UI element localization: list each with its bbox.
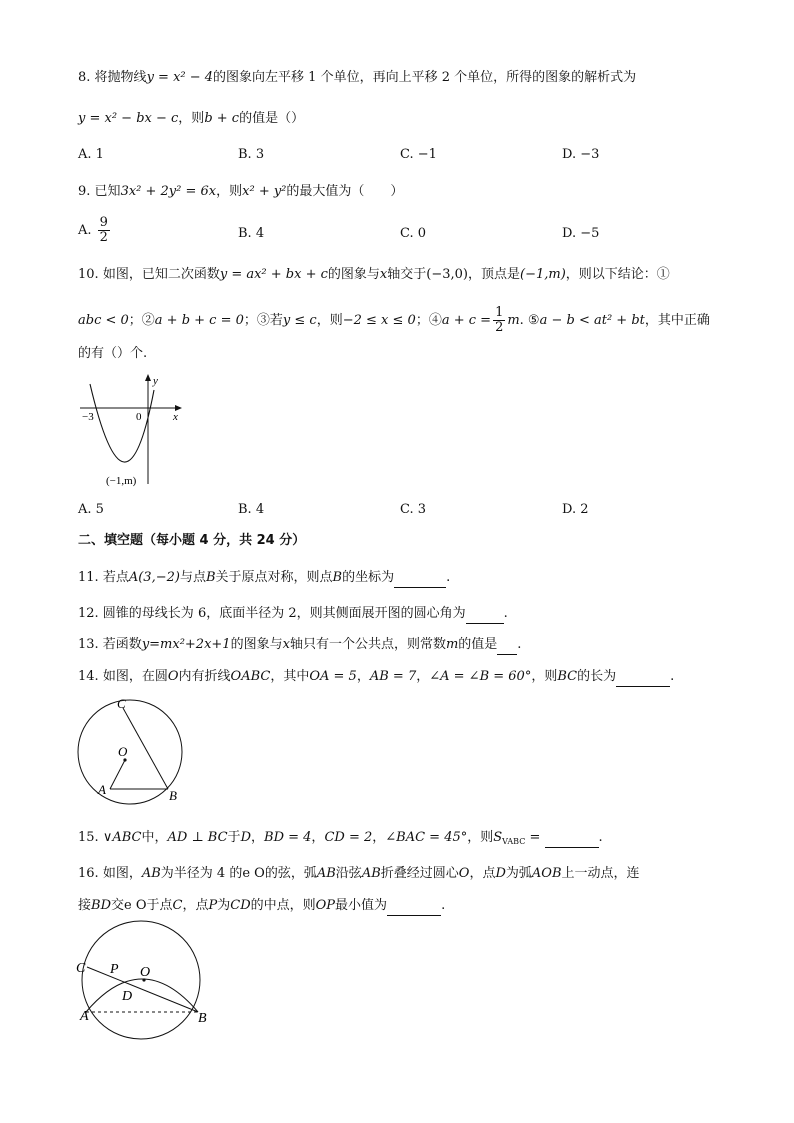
- q10-text: ，则以下结论：①: [565, 267, 670, 282]
- q16-text: 为半径为 4 的: [160, 866, 243, 881]
- q13-text: 13. 若函数: [78, 637, 142, 652]
- q8-option-c: C. −1: [400, 147, 437, 162]
- answer-blank[interactable]: [497, 636, 517, 655]
- q12-text: 12. 圆锥的母线长为 6，底面半径为 2，则其侧面展开图的圆心角为: [78, 606, 466, 621]
- q15-math: BD = 4: [264, 830, 312, 845]
- y-axis-label: y: [153, 375, 158, 387]
- q9-text: 的最大值为（ ）: [286, 184, 404, 199]
- q14-text: 的长为: [577, 669, 617, 684]
- q10-text: ；④: [415, 313, 442, 328]
- q10-math: m: [507, 313, 520, 328]
- fraction-numerator: 1: [495, 305, 504, 320]
- q16-end: .: [441, 898, 446, 913]
- q16-circle-symbol: e O: [124, 898, 147, 913]
- q9-line1: [78, 183, 403, 201]
- q16-circle-symbol: e O: [242, 866, 265, 881]
- q16-text: 为: [217, 898, 231, 913]
- q8-option-b: B. 3: [238, 147, 265, 162]
- q10-option-b: B. 4: [238, 502, 265, 517]
- q10-math: a + b + c = 0: [154, 313, 244, 328]
- q14-end: .: [670, 669, 675, 684]
- q14-text: ，其中: [270, 669, 310, 684]
- q10-point: (−3,0): [426, 267, 468, 282]
- fraction-denominator: 2: [99, 230, 108, 245]
- label-d: D: [122, 989, 133, 1004]
- q16-text: 的弦，弧: [264, 866, 317, 881]
- q16-text: ，点: [469, 866, 496, 881]
- q10-text: ；②: [128, 313, 155, 328]
- x-axis-label: x: [173, 411, 178, 423]
- q13-var: m: [445, 637, 459, 652]
- q16-text: 最小值为: [335, 898, 388, 913]
- q15-text: 中，: [141, 830, 168, 845]
- q8-option-a: A. 1: [78, 147, 104, 162]
- q10-equation: y = ax² + bx + c: [219, 267, 328, 282]
- q14-text: 内有折线: [178, 669, 231, 684]
- label-o: O: [140, 965, 151, 980]
- q15-math: CD = 2: [324, 830, 373, 845]
- q16-text: 的中点，则: [250, 898, 316, 913]
- q11-number: 11.: [78, 570, 99, 585]
- q14-var: O: [167, 669, 179, 684]
- label-b: B: [198, 1011, 207, 1026]
- q14-circle-figure: [74, 694, 186, 810]
- q16-folded-arc-figure: [74, 930, 224, 1030]
- q10-option-a: A. 5: [78, 502, 104, 517]
- q10-math: a − b < at² + bt: [539, 313, 645, 328]
- q11-end: .: [446, 570, 451, 585]
- q13-equation: y=mx²+2x+1: [141, 637, 231, 652]
- q16-var: BD: [91, 898, 111, 913]
- q14-text: ，则: [531, 669, 558, 684]
- q9-equation: 3x² + 2y² = 6x: [120, 184, 217, 199]
- q15-text: ，: [251, 830, 265, 845]
- y-axis-arrow-icon: [145, 374, 151, 381]
- label-c: C: [117, 696, 126, 711]
- q16-var: AB: [141, 866, 161, 881]
- fraction-numerator: 9: [99, 215, 108, 230]
- answer-blank[interactable]: [545, 829, 599, 848]
- q16-text: 如图，: [102, 866, 142, 881]
- q16-text: 于点: [146, 898, 173, 913]
- q14-math: ∠A = ∠B = 60°: [429, 669, 532, 684]
- q10-math: abc < 0: [78, 313, 129, 328]
- q8-text: 的值是（）: [239, 111, 305, 126]
- q9-text: ，则: [216, 184, 243, 199]
- label-a: A: [80, 1009, 89, 1024]
- q16-var: OP: [315, 898, 336, 913]
- q14-text: ，: [356, 669, 370, 684]
- q8-line2: [78, 110, 304, 128]
- q10-line2: [78, 306, 710, 335]
- q16-line1: [78, 865, 640, 883]
- q10-number: 10.: [78, 267, 99, 282]
- q13-line: [78, 636, 521, 655]
- q14-var: BC: [557, 669, 578, 684]
- q15-text: ，则: [467, 830, 494, 845]
- q10-fraction: [493, 306, 505, 335]
- q9-option-b: B. 4: [238, 226, 265, 241]
- q16-text: 沿弦: [335, 866, 362, 881]
- q10-text: 如图，已知二次函数: [102, 267, 220, 282]
- q8-line1: [78, 69, 636, 87]
- q10-parabola-figure: [78, 372, 188, 492]
- q15-triangle: ∨ABC: [102, 830, 142, 845]
- q15-text: 于: [227, 830, 241, 845]
- q16-var: AOB: [531, 866, 562, 881]
- q8-equation: y = x² − bx − c: [78, 111, 179, 126]
- q10-text: . ⑤: [519, 313, 540, 328]
- origin-label: 0: [136, 411, 142, 423]
- q14-text: ，: [416, 669, 430, 684]
- q9-number: 9.: [78, 184, 91, 199]
- q14-number: 14.: [78, 669, 99, 684]
- q10-text: ，则: [316, 313, 343, 328]
- section-title: 二、填空题（每小题 4 分，共 24 分）: [78, 533, 306, 548]
- q10-text: ；③若: [243, 313, 283, 328]
- q16-var: AB: [361, 866, 381, 881]
- neg-three-label: −3: [82, 411, 94, 423]
- answer-blank[interactable]: [616, 668, 670, 687]
- parabola-curve: [90, 384, 154, 462]
- q13-text: 的值是: [458, 637, 498, 652]
- q12-line: [78, 605, 508, 624]
- q16-text: 折叠经过圆心: [380, 866, 459, 881]
- q15-math: AD ⊥ BC: [167, 830, 228, 845]
- q13-text: 轴只有一个公共点，则常数: [289, 637, 446, 652]
- circle-o: [78, 700, 182, 804]
- q15-equals: =: [529, 830, 541, 845]
- label-o: O: [118, 744, 128, 759]
- q16-text: 为弧: [505, 866, 532, 881]
- q14-math: AB = 7: [369, 669, 417, 684]
- q11-point: A(3,−2): [128, 570, 180, 585]
- q16-text: ，点: [182, 898, 209, 913]
- q8-equation: b + c: [204, 111, 240, 126]
- q10-text: 的图象与: [327, 267, 380, 282]
- q15-end: .: [598, 830, 603, 845]
- q14-math: OA = 5: [309, 669, 357, 684]
- q10-math: y ≤ c: [282, 313, 317, 328]
- q10-text: 轴交于: [387, 267, 427, 282]
- answer-blank[interactable]: [394, 569, 446, 588]
- q15-number: 15.: [78, 830, 99, 845]
- q15-math: ∠BAC = 45°: [385, 830, 468, 845]
- q9-option-a-fraction: [98, 216, 110, 245]
- q13-text: 的图象与: [230, 637, 283, 652]
- q11-point-b: B: [332, 570, 343, 585]
- q13-var: x: [282, 637, 290, 652]
- q8-number: 8.: [78, 70, 91, 85]
- q16-number: 16.: [78, 866, 99, 881]
- label-a: A: [98, 782, 106, 797]
- q9-text: 已知: [94, 184, 121, 199]
- answer-blank[interactable]: [466, 605, 504, 624]
- q10-math: −2 ≤ x ≤ 0: [342, 313, 416, 328]
- q9-equation: x² + y²: [242, 184, 287, 199]
- q16-text: 交: [111, 898, 125, 913]
- q16-var: CD: [230, 898, 251, 913]
- q11-text: 的坐标为: [342, 570, 395, 585]
- q11-text: 若点: [102, 570, 129, 585]
- q8-equation: y = x² − 4: [146, 70, 214, 85]
- q9-option-c: C. 0: [400, 226, 427, 241]
- q12-end: .: [503, 606, 508, 621]
- q11-text: 与点: [179, 570, 206, 585]
- q8-text: ，则: [178, 111, 205, 126]
- q8-text: 将抛物线: [94, 70, 147, 85]
- q15-area-symbol: S: [493, 830, 503, 845]
- q14-line: [78, 668, 674, 687]
- q16-line2: [78, 897, 445, 916]
- answer-blank[interactable]: [387, 897, 441, 916]
- q10-line3: 的有（）个.: [78, 346, 148, 361]
- segment-oa: [110, 760, 125, 789]
- label-p: P: [110, 962, 119, 977]
- q13-end: .: [517, 637, 522, 652]
- q14-var: OABC: [230, 669, 271, 684]
- q10-option-c: C. 3: [400, 502, 427, 517]
- q16-var: O: [458, 866, 470, 881]
- q15-line: [78, 829, 603, 848]
- q11-text: 关于原点对称，则点: [215, 570, 333, 585]
- q11-point-b: B: [205, 570, 216, 585]
- q10-var: x: [379, 267, 388, 282]
- q16-var: AB: [316, 866, 336, 881]
- q16-text: 上一动点，连: [561, 866, 640, 881]
- q8-option-d: D. −3: [562, 147, 600, 162]
- q16-var: C: [172, 898, 183, 913]
- q15-area-subscript: VABC: [502, 837, 526, 846]
- q8-text: 的图象向左平移 1 个单位，再向上平移 2 个单位，所得的图象的解析式为: [213, 70, 637, 85]
- q9-option-a: [78, 216, 112, 245]
- q11-line: [78, 569, 450, 588]
- q9-option-d: D. −5: [562, 226, 600, 241]
- q10-text: ，其中正确: [644, 313, 710, 328]
- q10-math: a + c =: [441, 313, 492, 328]
- folded-arc: [86, 979, 198, 1012]
- q14-text: 如图，在圆: [102, 669, 168, 684]
- q15-text: ，: [372, 830, 386, 845]
- q10-text: ，顶点是: [467, 267, 520, 282]
- q10-point: (−1,m): [520, 267, 566, 282]
- label-b: B: [169, 788, 177, 803]
- q16-text: 接: [78, 898, 92, 913]
- fraction-denominator: 2: [495, 320, 504, 335]
- q15-var: D: [240, 830, 251, 845]
- segment-bc: [123, 708, 168, 789]
- q10-option-d: D. 2: [562, 502, 589, 517]
- q16-var: D: [495, 866, 506, 881]
- label-c: C: [76, 961, 86, 976]
- q9-option-a-label: A.: [78, 223, 92, 238]
- q15-text: ，: [311, 830, 325, 845]
- q16-var: P: [208, 898, 218, 913]
- circle-o: [82, 921, 200, 1039]
- vertex-label: (−1,m): [106, 475, 137, 487]
- q10-line1: [78, 266, 670, 284]
